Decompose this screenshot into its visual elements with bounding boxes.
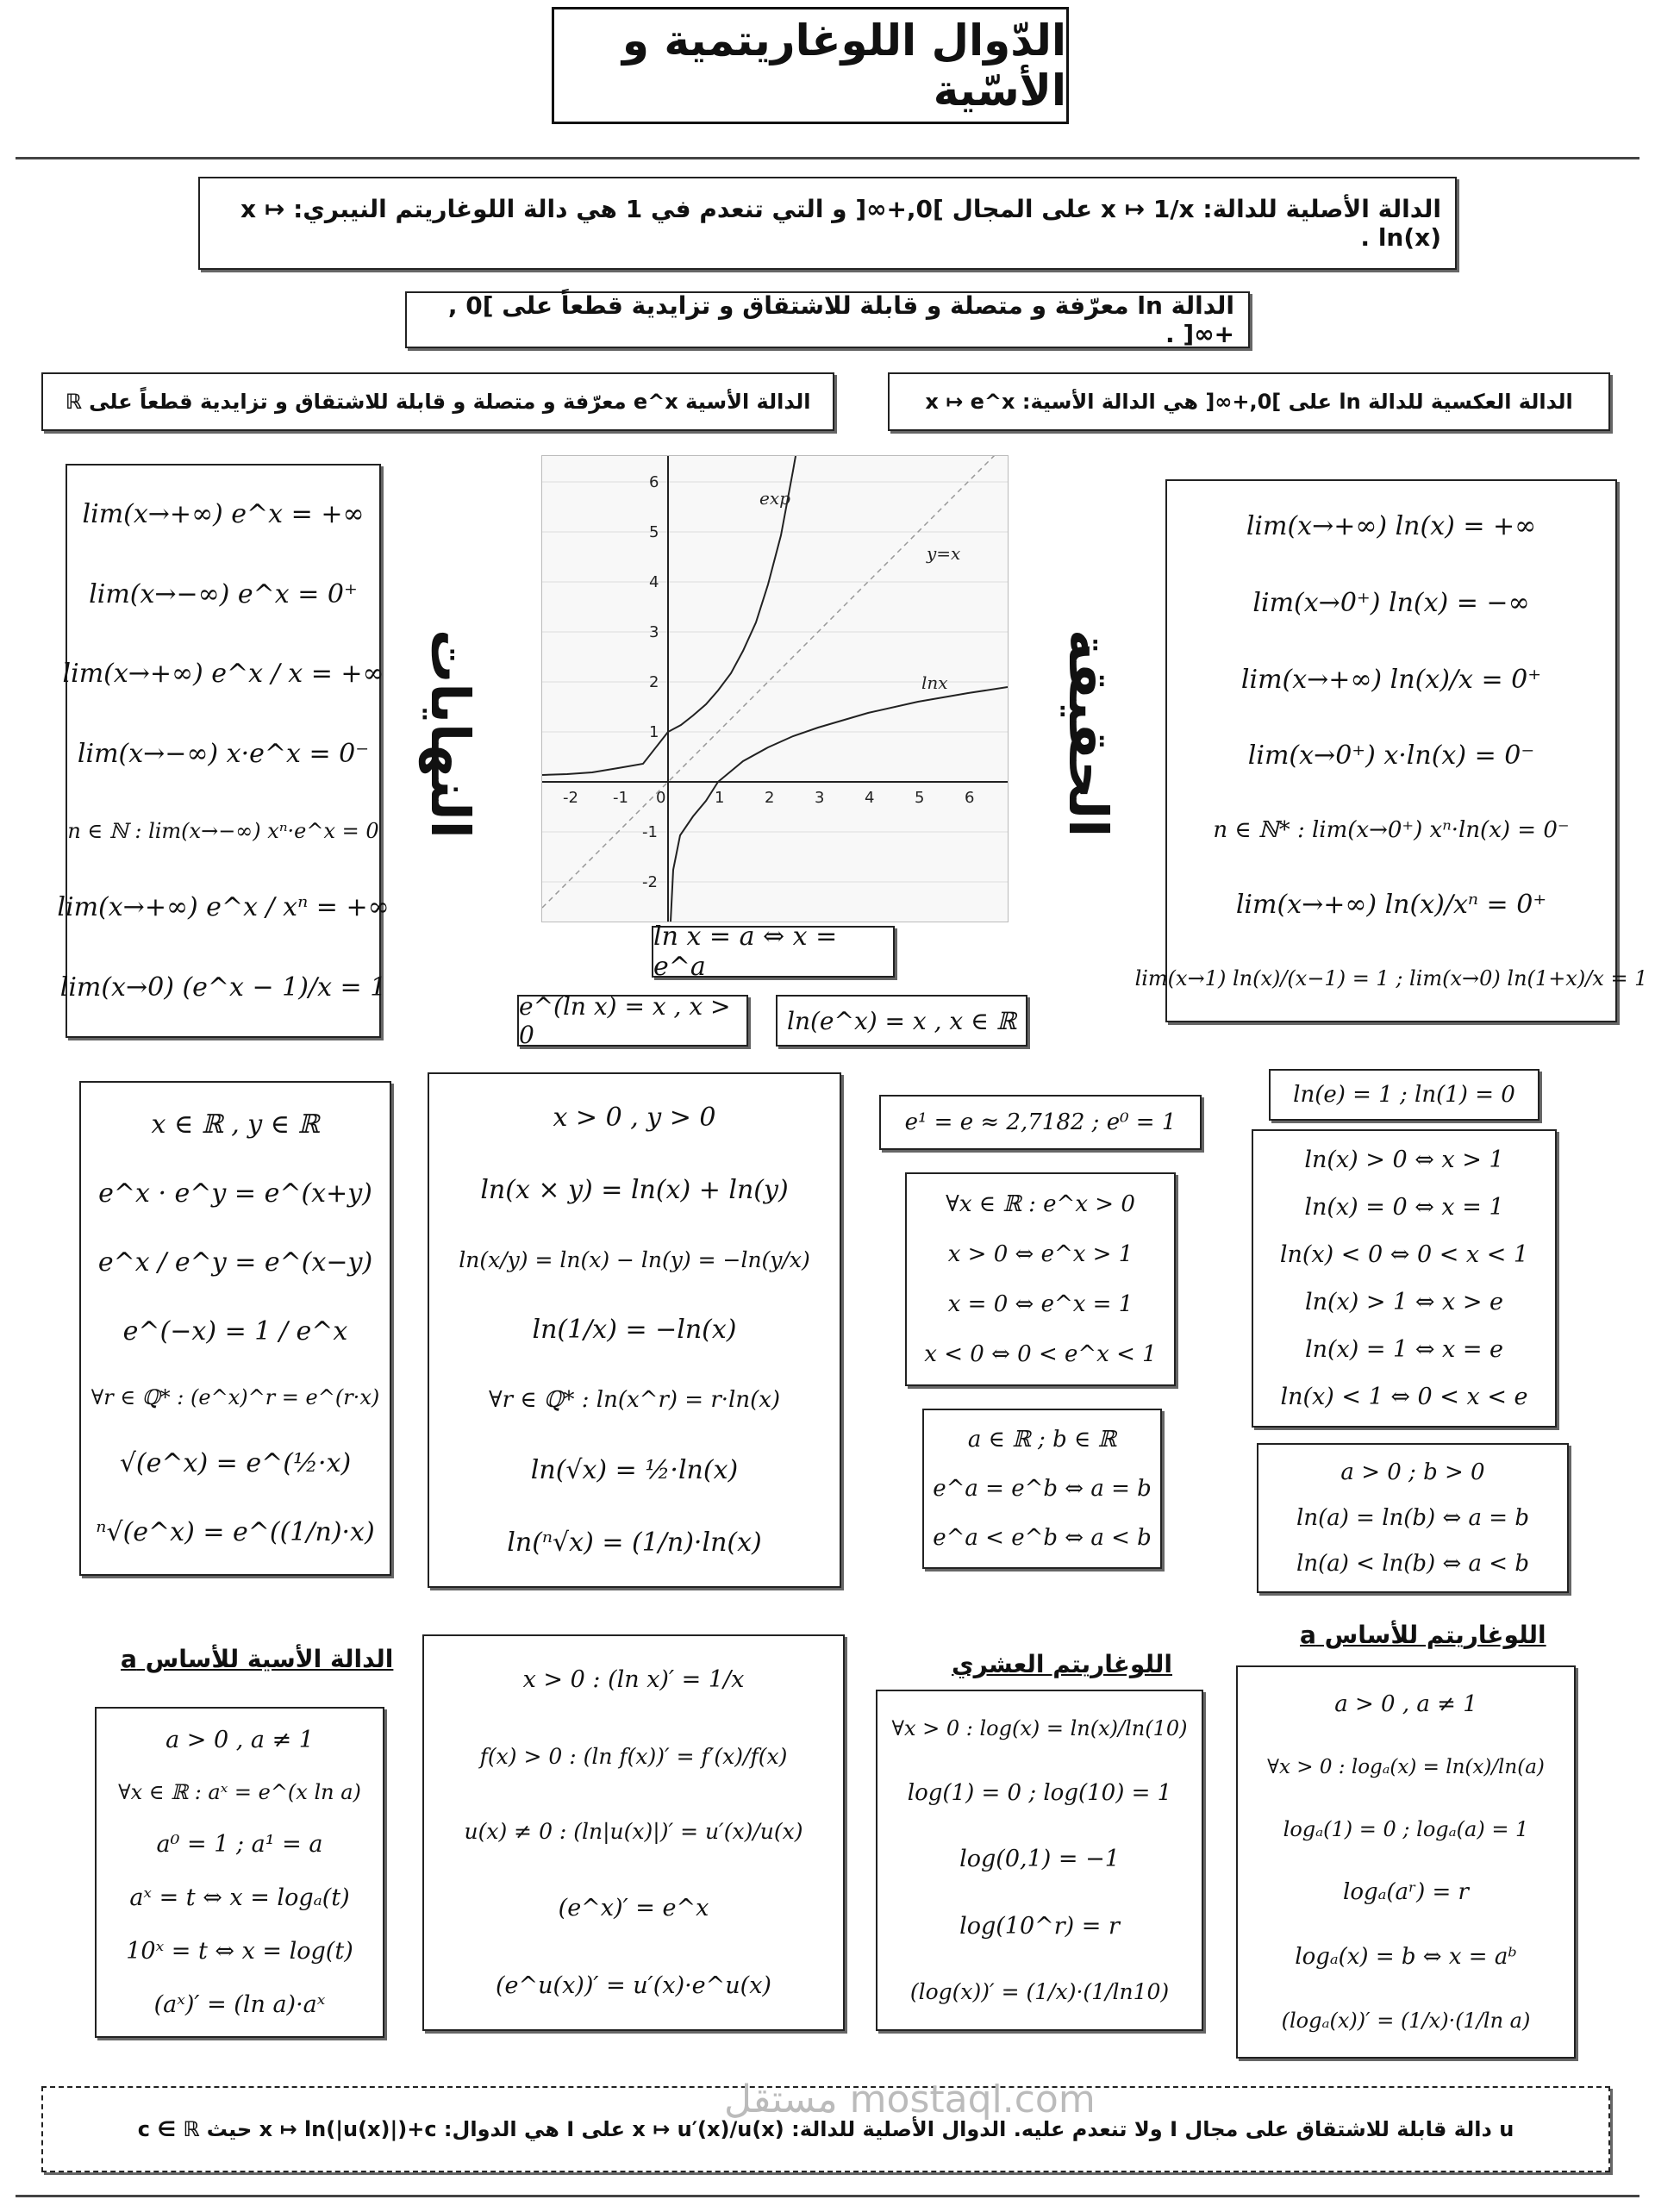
exp-compare-item: e^a = e^b ⇔ a = b [933,1475,1152,1502]
y-tick: 6 [649,473,659,491]
exp-compare-item: e^a < e^b ⇔ a < b [933,1524,1152,1551]
exp-limit-item: lim(x→0) (e^x − 1)/x = 1 [59,972,387,1003]
ln-rule-item: ln(x × y) = ln(x) + ln(y) [480,1174,789,1205]
page-title: الدّوال اللوغاريتمية و الأسّية [552,7,1069,124]
derivatives-box [422,1634,845,2031]
inverse-function-text: الدالة العكسية للدالة ln على ]0,+∞[ هي الدالة الأسية: x ↦ e^x [925,390,1573,414]
derivative-item: f(x) > 0 : (ln f(x))′ = f′(x)/f(x) [479,1743,788,1769]
derivative-item: x > 0 : (ln x)′ = 1/x [522,1666,745,1694]
exp-sign-item: ∀x ∈ ℝ : e^x > 0 [946,1191,1135,1217]
exp-properties-text: الدالة الأسية e^x معرّفة و متصلة و قابلة للاشتقاق و تزايدية قطعاً على ℝ [65,390,811,414]
x-tick: 1 [715,789,725,807]
log10-title: اللوغاريتم العشري [952,1650,1172,1678]
log-a-item: logₐ(aʳ) = r [1343,1879,1469,1906]
y-tick: 4 [649,573,659,591]
exp-rule-item: √(e^x) = e^(½·x) [119,1448,352,1479]
y-tick: 1 [649,723,659,741]
exp-compare-item: a ∈ ℝ ; b ∈ ℝ [967,1427,1117,1453]
exp-rule-item: ∀r ∈ ℚ* : (e^x)^r = e^(r·x) [91,1385,380,1410]
log-a-item: a > 0 , a ≠ 1 [1334,1691,1477,1718]
derivative-item: u(x) ≠ 0 : (ln|u(x)|)′ = u′(x)/u(x) [464,1819,803,1845]
facts-vertical-label: الحقيقة [1057,629,1120,838]
ln-of-exp: ln(e^x) = x , x ∈ ℝ [787,1006,1016,1035]
ln-limit-item: lim(x→0⁺) x·ln(x) = 0⁻ [1247,740,1535,772]
ln-limit-item: lim(x→+∞) ln(x)/x = 0⁺ [1240,664,1542,695]
exp-base-item: a⁰ = 1 ; a¹ = a [156,1831,323,1859]
y-tick: -1 [642,823,658,841]
exp-base-item: aˣ = t ⇔ x = logₐ(t) [129,1884,350,1911]
exp-of-ln: e^(ln x) = x , x > 0 [519,992,731,1049]
ln-exp-equivalence: ln x = a ⇔ x = e^a [653,922,838,982]
log10-item: (log(x))′ = (1/x)·(1/ln10) [909,1978,1170,2004]
ln-limit-item: lim(x→0⁺) ln(x) = −∞ [1252,587,1530,618]
exp-base-title: الدالة الأسية للأساس a [121,1645,394,1673]
ln-properties-banner [405,291,1250,348]
exp-rule-item: ⁿ√(e^x) = e^((1/n)·x) [96,1517,375,1548]
ln-limit-item: lim(x→+∞) ln(x) = +∞ [1246,510,1537,541]
exp-limit-item: lim(x→+∞) e^x / x = +∞ [62,659,384,690]
x-tick: 2 [765,789,775,807]
ln-sign-item: ln(x) < 0 ⇔ 0 < x < 1 [1279,1241,1529,1268]
ln-rule-item: ln(√x) = ½·ln(x) [530,1455,739,1486]
ln-compare-item: a > 0 ; b > 0 [1340,1459,1485,1486]
log-a-item: logₐ(x) = b ⇔ x = aᵇ [1295,1943,1517,1970]
exp-base-item: 10ˣ = t ⇔ x = log(t) [126,1937,353,1965]
ln-compare-item: ln(a) = ln(b) ⇔ a = b [1296,1504,1529,1531]
ln-curve-label: lnx [921,672,948,693]
exp-sign-item: x > 0 ⇔ e^x > 1 [947,1241,1134,1267]
exp-compare-box [922,1409,1162,1569]
x-tick: 3 [815,789,825,807]
primitive-definition-text: الدالة الأصلية للدالة: x ↦ 1/x على المجال ]0,+∞[ و التي تنعدم في 1 هي دالة اللوغاريتم النيبري: x ↦ ln(x) . [240,195,1441,252]
log-a-item: (logₐ(x))′ = (1/x)·(1/ln a) [1281,2008,1531,2033]
exp-rule-item: e^x · e^y = e^(x+y) [98,1178,372,1209]
exp-sign-box [905,1172,1176,1386]
log10-item: log(1) = 0 ; log(10) = 1 [907,1780,1172,1807]
primitive-definition-banner [198,177,1457,270]
ln-rules-box [428,1072,841,1588]
exp-base-box [95,1707,384,2038]
derivative-item: (e^x)′ = e^x [558,1895,709,1922]
log10-item: log(10^r) = r [959,1912,1120,1940]
ln-rule-item: ∀r ∈ ℚ* : ln(x^r) = r·ln(x) [488,1387,781,1414]
x-tick: 4 [865,789,875,807]
log10-item: ∀x > 0 : log(x) = ln(x)/ln(10) [891,1716,1188,1741]
exp-limit-item: lim(x→−∞) x·e^x = 0⁻ [77,738,370,769]
exp-properties-banner [41,372,834,431]
exp-limit-item: lim(x→−∞) e^x = 0⁺ [89,578,358,609]
ln-exp-equivalence-box [652,922,895,982]
exp-limits-box [57,464,390,1038]
exp-base-item: ∀x ∈ ℝ : aˣ = e^(x ln a) [118,1780,361,1805]
ln-values-box [1269,1069,1539,1121]
identity-label: y=x [927,543,961,564]
exp-of-ln-box [517,992,748,1049]
x-tick: -1 [613,789,628,807]
ln-limits-box [1134,479,1648,1022]
exp-sign-item: x = 0 ⇔ e^x = 1 [947,1291,1134,1317]
e-value-box [879,1095,1202,1150]
ln-limit-item: lim(x→1) ln(x)/(x−1) = 1 ; lim(x→0) ln(1+x)/x = 1 [1134,965,1648,990]
x-tick: 0 [656,789,666,807]
x-tick: -2 [563,789,578,807]
exp-limit-item: lim(x→+∞) e^x = +∞ [82,498,365,529]
title-divider [16,157,1639,159]
footer-divider [16,2195,1639,2197]
graph-svg [542,456,1008,922]
exp-curve-label: exp [759,488,790,509]
log10-box [876,1690,1203,2031]
exp-rule-item: e^(−x) = 1 / e^x [122,1315,348,1347]
exp-rule-item: x ∈ ℝ , y ∈ ℝ [151,1109,320,1140]
exp-base-item: a > 0 , a ≠ 1 [166,1727,314,1754]
exp-limit-item: lim(x→+∞) e^x / xⁿ = +∞ [57,892,390,923]
log-a-item: ∀x > 0 : logₐ(x) = ln(x)/ln(a) [1267,1755,1545,1778]
ln-rule-item: ln(ⁿ√x) = (1/n)·ln(x) [507,1528,762,1559]
limits-vertical-label: النهايات [419,629,482,839]
exp-base-item: (aˣ)′ = (ln a)·aˣ [153,1990,326,2018]
e-value: e¹ = e ≈ 2,7182 ; e⁰ = 1 [904,1109,1177,1135]
ln-sign-item: ln(x) = 1 ⇔ x = e [1304,1336,1504,1363]
exp-limit-item: n ∈ ℕ : lim(x→−∞) xⁿ·e^x = 0 [67,818,379,843]
y-tick: 2 [649,673,659,691]
y-tick: 3 [649,623,659,641]
ln-sign-item: ln(x) > 0 ⇔ x > 1 [1304,1147,1504,1173]
ln-properties-text: الدالة ln معرّفة و متصلة و قابلة للاشتقاق و تزايدية قطعاً على ]0 , +∞[ . [447,291,1234,348]
ln-sign-item: ln(x) < 1 ⇔ 0 < x < e [1280,1384,1528,1410]
exp-rules-box [79,1081,391,1576]
ln-rule-item: x > 0 , y > 0 [553,1102,716,1133]
ln-of-exp-box [776,995,1027,1047]
ln-limit-item: lim(x→+∞) ln(x)/xⁿ = 0⁺ [1235,890,1547,921]
exp-sign-item: x < 0 ⇔ 0 < e^x < 1 [924,1341,1157,1367]
ln-rule-item: ln(1/x) = −ln(x) [532,1314,737,1345]
footer-text: u دالة قابلة للاشتقاق على مجال I ولا تنعدم عليه. الدوال الأصلية للدالة: x ↦ u′(x)/u(x) على I هي الدوال: x ↦ ln(|u(x)|)+c حيث c ∈ ℝ [137,2117,1514,2141]
ln-values: ln(e) = 1 ; ln(1) = 0 [1293,1082,1515,1108]
ln-sign-box [1252,1129,1557,1428]
exp-rule-item: e^x / e^y = e^(x−y) [97,1247,373,1278]
ln-sign-item: ln(x) > 1 ⇔ x > e [1304,1289,1504,1315]
watermark: مستقل mostaql.com [724,2078,1096,2121]
log-a-title: اللوغاريتم للأساس a [1300,1621,1546,1649]
inverse-function-banner [888,372,1610,431]
log-a-box [1236,1665,1576,2059]
ln-sign-item: ln(x) = 0 ⇔ x = 1 [1304,1194,1504,1221]
derivative-item: (e^u(x))′ = u′(x)·e^u(x) [496,1971,771,1999]
ln-compare-box [1257,1443,1569,1593]
x-tick: 6 [965,789,975,807]
log-a-item: logₐ(1) = 0 ; logₐ(a) = 1 [1283,1816,1529,1841]
y-tick: 5 [649,523,659,541]
y-tick: -2 [642,873,658,891]
x-tick: 5 [915,789,925,807]
exp-ln-graph [541,455,1009,922]
log10-item: log(0,1) = −1 [959,1846,1120,1873]
ln-compare-item: ln(a) < ln(b) ⇔ a < b [1296,1550,1529,1577]
ln-limit-item: n ∈ ℕ* : lim(x→0⁺) xⁿ·ln(x) = 0⁻ [1213,817,1570,844]
ln-rule-item: ln(x/y) = ln(x) − ln(y) = −ln(y/x) [459,1247,810,1272]
